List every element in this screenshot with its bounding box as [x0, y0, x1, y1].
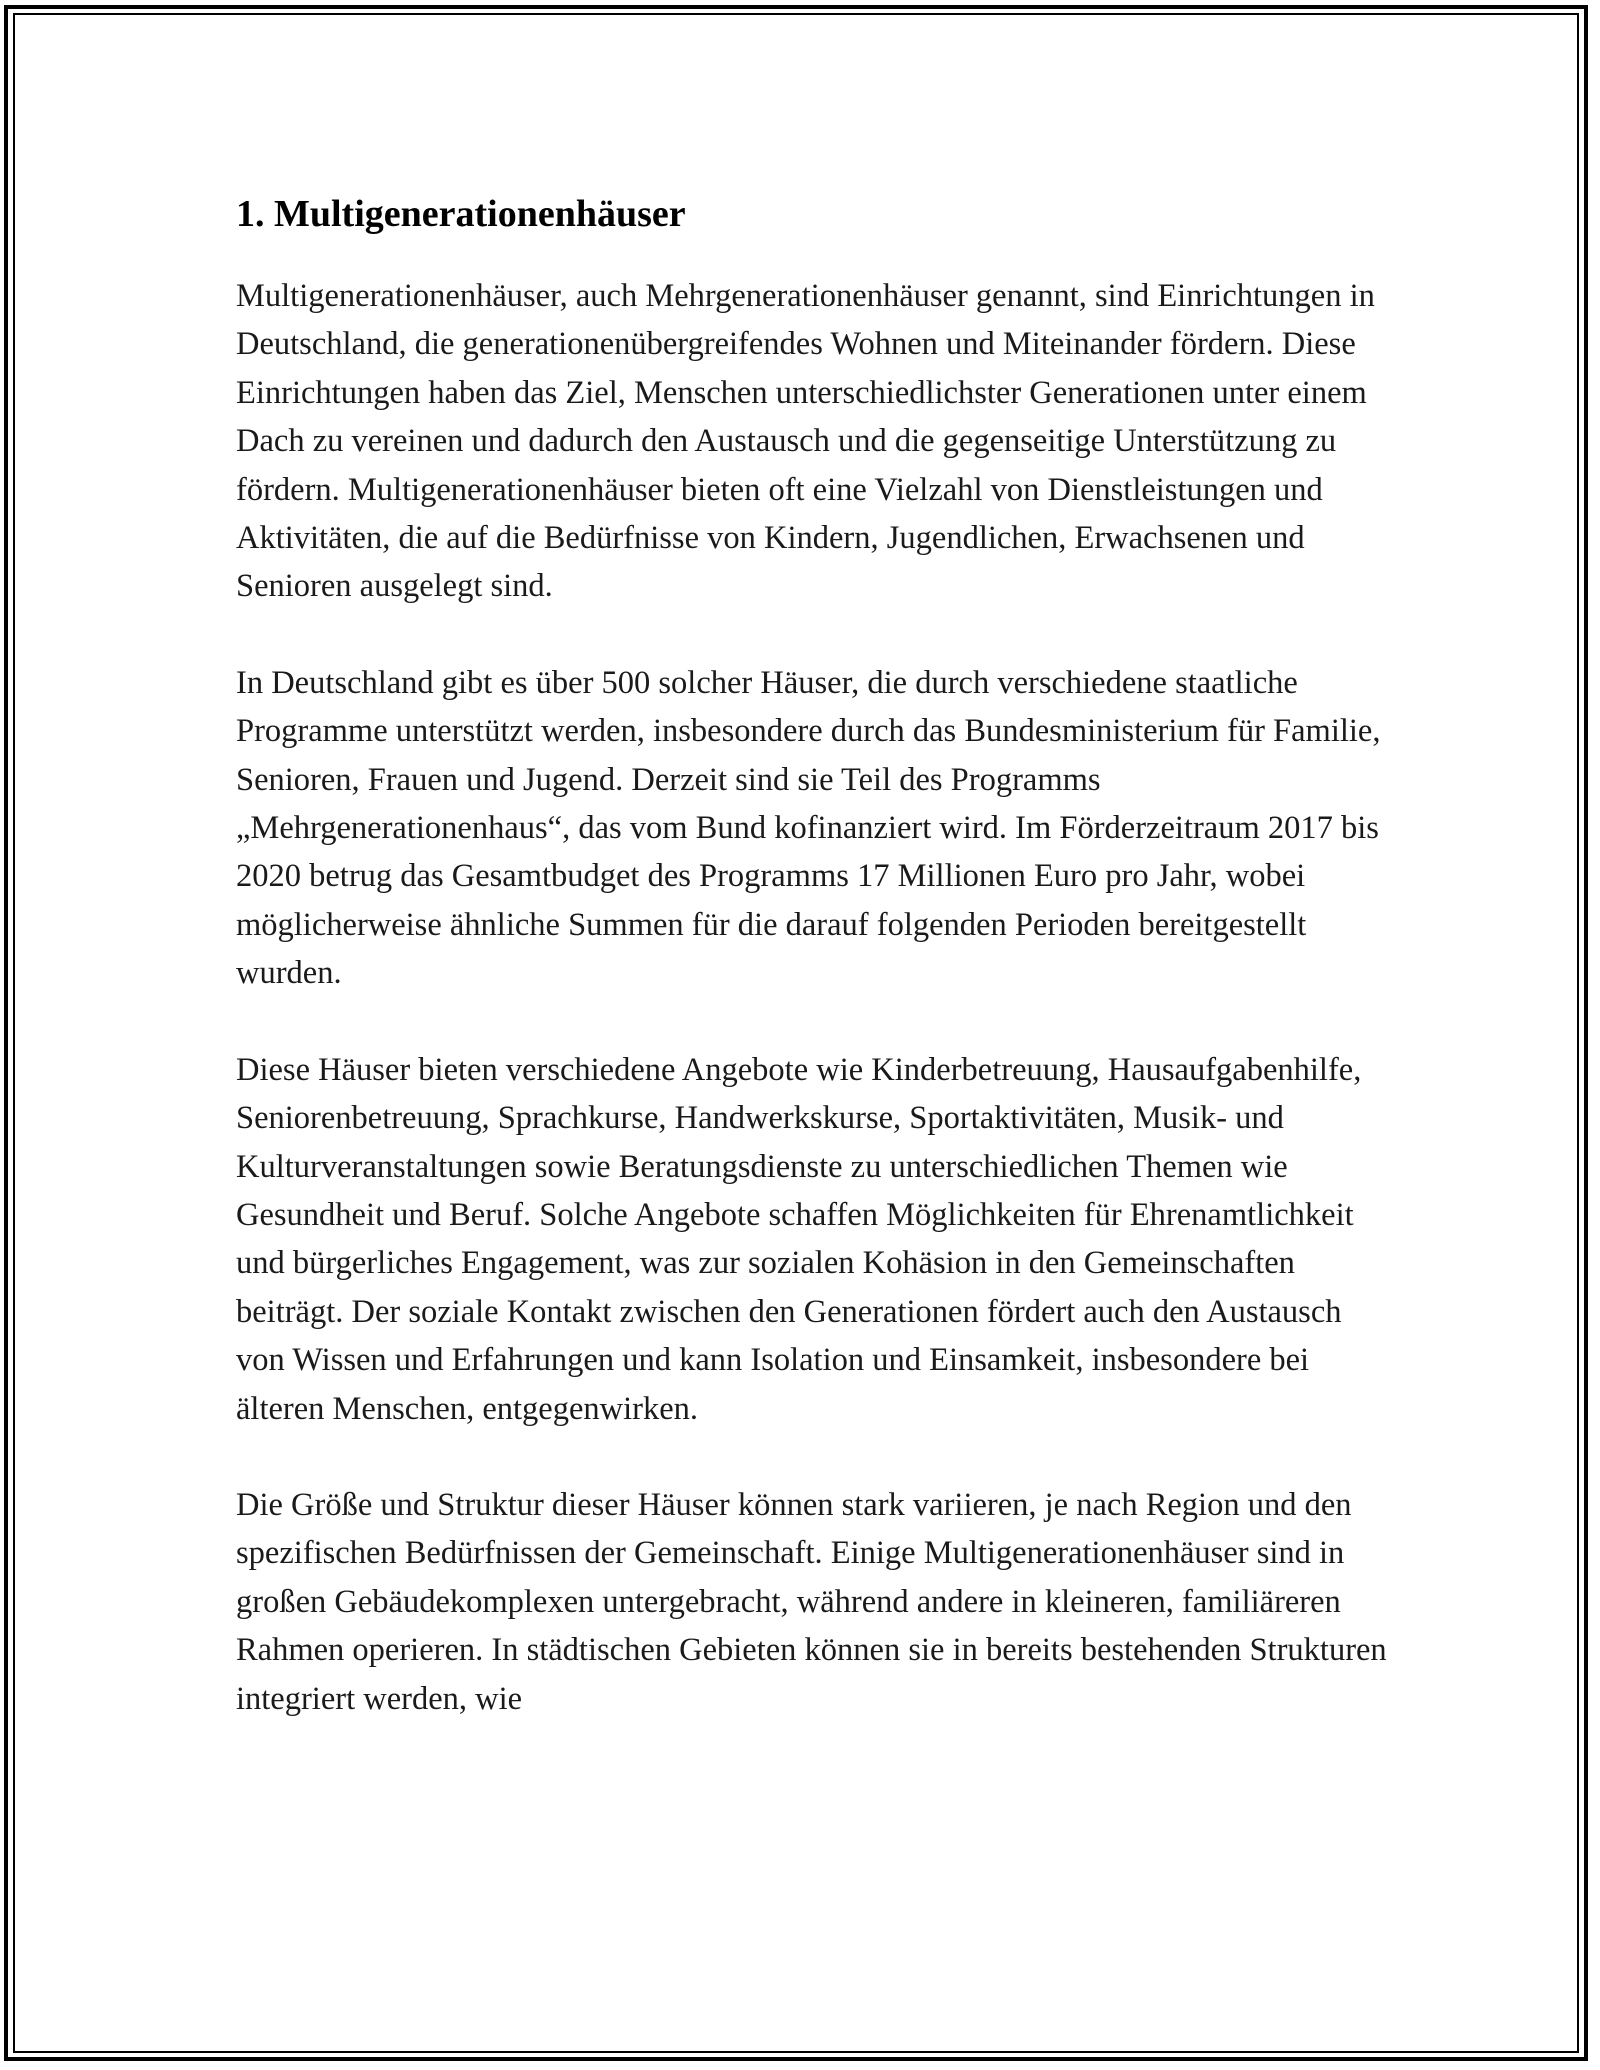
body-text: [236, 272, 1396, 1723]
paragraph: In Deutschland gibt es über 500 solcher Häuser, die durch verschiedene staatliche Programme unterstützt werden, insbesondere durch das Bundesministerium für Familie, Senioren, Frauen und Jugend. Derzeit sind sie Teil des Programms „Mehrgenerationenhaus“, das vom Bund kofinanziert wird. Im Förderzeitraum 2017 bis 2020 betrug das Gesamtbudget des Programms 17 Millionen Euro pro Jahr, wobei möglicherweise ähnliche Summen für die darauf folgenden Perioden bereitgestellt wurden.: [236, 664, 1381, 992]
paragraph: Multigenerationenhäuser, auch Mehrgenerationenhäuser genannt, sind Einrichtungen in Deutschland, die generationenübergreifendes Wohnen und Miteinander fördern. Diese Einrichtungen haben das Ziel, Menschen unterschiedlichster Generationen unter einem Dach zu vereinen und dadurch den Austausch und die gegenseitige Unterstützung zu fördern. Multigenerationenhäuser bieten oft eine Vielzahl von Dienstleistungen und Aktivitäten, die auf die Bedürfnisse von Kindern, Jugendlichen, Erwachsenen und Senioren ausgelegt sind.: [236, 278, 1375, 605]
paragraph: Die Größe und Struktur dieser Häuser können stark variieren, je nach Region und den spezifischen Bedürfnissen der Gemeinschaft. Einige Multigenerationenhäuser sind in großen Gebäudekomplexen untergebracht, während andere in kleineren, familiäreren Rahmen operieren. In städtischen Gebieten können sie in bereits bestehenden Strukturen integriert werden, wie: [236, 1486, 1387, 1717]
section-heading: 1. Multigenerationenhäuser: [236, 193, 686, 235]
paragraph: Diese Häuser bieten verschiedene Angebote wie Kinderbetreuung, Hausaufgabenhilfe, Seniorenbetreuung, Sprachkurse, Handwerkskurse, Sportaktivitäten, Musik- und Kulturveranstaltungen sowie Beratungsdienste zu unterschiedlichen Themen wie Gesundheit und Beruf. Solche Angebote schaffen Möglichkeiten für Ehrenamtlichkeit und bürgerliches Engagement, was zur sozialen Kohäsion in den Gemeinschaften beiträgt. Der soziale Kontakt zwischen den Generationen fördert auch den Austausch von Wissen und Erfahrungen und kann Isolation und Einsamkeit, insbesondere bei älteren Menschen, entgegenwirken.: [236, 1051, 1362, 1427]
document-page: [236, 186, 1396, 1723]
